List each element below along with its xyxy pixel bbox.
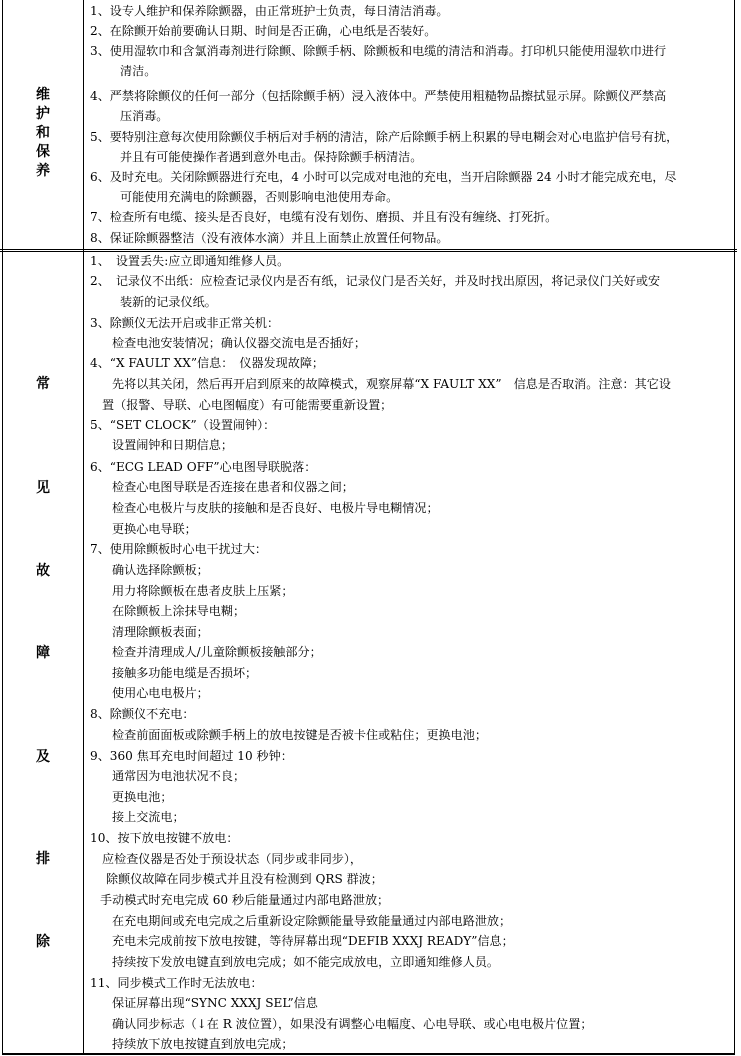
- fault-line: 确认同步标志（↓在 R 波位置），如果没有调整心电幅度、心电导联、或心电电极片位置；: [112, 1017, 593, 1031]
- fault-line: 检查并清理成人/儿童除颤板接触部分；: [112, 645, 322, 659]
- fault-line: 4、“X FAULT XX”信息： 仪器发现故障；: [90, 356, 325, 370]
- fault-line: 检查电池安装情况；确认仪器交流电是否插好；: [112, 336, 366, 350]
- fault-line: 使用心电电极片；: [112, 686, 209, 700]
- faults-label-char: 除: [36, 934, 50, 950]
- fault-line: 接触多功能电缆是否损坏；: [112, 666, 258, 680]
- fault-line: 检查心电图导联是否连接在患者和仪器之间；: [112, 480, 354, 494]
- fault-line: 清理除颤板表面；: [112, 625, 209, 639]
- maintenance-line: 2、在除颤开始前要确认日期、时间是否正确，心电纸是否装好。: [90, 24, 437, 38]
- fault-line: 先将以其关闭，然后再开启到原来的故障模式，观察屏幕“X FAULT XX” 信息是否取消。注意：其它设: [112, 377, 671, 391]
- fault-line: 手动模式时充电完成 60 秒后能量通过内部电路泄放；: [100, 893, 390, 907]
- fault-line: 7、使用除颤板时心电干扰过大：: [90, 542, 268, 556]
- faults-label-char: 故: [36, 563, 50, 579]
- maintenance-label-char: 维: [36, 87, 50, 103]
- fault-line: 5、“SET CLOCK”（设置闹钟）：: [90, 418, 276, 432]
- fault-line: 持续放下放电按键直到放电完成；: [112, 1037, 294, 1051]
- faults-label-cell: [3, 250, 84, 1053]
- maintenance-line: 8、保证除颤器整洁（没有液体水滴）并且上面禁止放置任何物品。: [90, 231, 449, 245]
- fault-line: 9、360 焦耳充电时间超过 10 秒钟：: [90, 749, 293, 763]
- maintenance-content: [84, 0, 734, 249]
- faults-section: [2, 249, 735, 1055]
- maintenance-line: 6、及时充电。关闭除颤器进行充电，4 小时可以完成对电池的充电，当开启除颤器 24 小时才能完成充电，尽: [90, 170, 677, 184]
- maintenance-line: 并且有可能使操作者遇到意外电击。保持除颤手柄清洁。: [120, 150, 423, 164]
- maintenance-line: 压消毒。: [120, 109, 169, 123]
- fault-line: 11、同步模式工作时无法放电：: [90, 976, 263, 990]
- fault-line: 通常因为电池状况不良；: [112, 769, 246, 783]
- fault-line: 除颤仪故障在同步模式并且没有检测到 QRS 群波；: [106, 872, 383, 886]
- maintenance-label-char: 养: [36, 163, 50, 179]
- fault-line: 持续按下发放电键直到放电完成；如不能完成放电，立即通知维修人员。: [112, 955, 500, 969]
- maintenance-section: [2, 0, 735, 250]
- faults-label-char: 障: [36, 645, 50, 661]
- maintenance-label-char: 保: [36, 144, 50, 160]
- faults-label-char: 常: [36, 376, 50, 392]
- maintenance-line: 4、严禁将除颤仪的任何一部分（包括除颤手柄）浸入液体中。严禁使用粗糙物品擦拭显示屏。除颤仪严禁高: [90, 89, 667, 103]
- maintenance-line: 清洁。: [120, 64, 157, 78]
- fault-line: 8、除颤仪不充电：: [90, 707, 195, 721]
- fault-line: 设置闹钟和日期信息；: [112, 438, 233, 452]
- fault-line: 接上交流电；: [112, 810, 185, 824]
- fault-line: 1、 设置丢失:应立即通知维修人员。: [90, 254, 290, 268]
- fault-line: 更换心电导联；: [112, 522, 197, 536]
- fault-line: 3、除颤仪无法开启或非正常关机：: [90, 316, 280, 330]
- maintenance-label-cell: [3, 0, 84, 249]
- maintenance-line: 7、检查所有电缆、接头是否良好，电缆有没有划伤、磨损、并且有没有缠绕、打死折。: [90, 210, 558, 224]
- faults-label-char: 见: [36, 480, 50, 496]
- fault-line: 装新的记录仪纸。: [120, 295, 217, 309]
- maintenance-line: 5、要特别注意每次使用除颤仪手柄后对手柄的清洁，除产后除颤手柄上积累的导电糊会对心电监护信号有扰，: [90, 130, 679, 144]
- maintenance-label-char: 和: [36, 125, 50, 141]
- fault-line: 应检查仪器是否处于预设状态（同步或非同步），: [102, 852, 363, 866]
- fault-line: 在充电期间或充电完成之后重新设定除颤能量导致能量通过内部电路泄放；: [112, 914, 512, 928]
- faults-content: [84, 250, 734, 1053]
- fault-line: 保证屏幕出现“SYNC XXXJ SEL”信息: [112, 996, 318, 1010]
- fault-line: 检查前面面板或除颤手柄上的放电按键是否被卡住或粘住；更换电池；: [112, 728, 487, 742]
- faults-label-char: 排: [36, 851, 50, 867]
- fault-line: 确认选择除颤板；: [112, 563, 209, 577]
- fault-line: 10、按下放电按键不放电：: [90, 831, 239, 845]
- faults-label-char: 及: [36, 749, 50, 765]
- maintenance-label-char: 护: [36, 106, 50, 122]
- fault-line: 更换电池；: [112, 790, 173, 804]
- maintenance-line: 可能使用充满电的除颤器，否则影响电池使用寿命。: [120, 190, 399, 204]
- fault-line: 用力将除颤板在患者皮肤上压紧；: [112, 584, 294, 598]
- fault-line: 在除颤板上涂抹导电糊；: [112, 604, 246, 618]
- maintenance-line: 1、设专人维护和保养除颤器，由正常班护士负责，每日清洁消毒。: [90, 4, 449, 18]
- fault-line: 检查心电极片与皮肤的接触和是否良好、电极片导电糊情况；: [112, 501, 439, 515]
- fault-line: 置（报警、导联、心电图幅度）有可能需要重新设置；: [102, 398, 393, 412]
- fault-line: 6、“ECG LEAD OFF”心电图导联脱落：: [90, 460, 317, 474]
- fault-line: 2、 记录仪不出纸：应检查记录仪内是否有纸，记录仪门是否关好，并及时找出原因，将记录仪门关好或安: [90, 274, 661, 288]
- fault-line: 充电未完成前按下放电按键，等待屏幕出现“DEFIB XXXJ READY”信息；: [112, 934, 514, 948]
- maintenance-line: 3、使用湿软巾和含氯消毒剂进行除颤、除颤手柄、除颤板和电缆的清洁和消毒。打印机只能使用湿软巾进行: [90, 44, 667, 58]
